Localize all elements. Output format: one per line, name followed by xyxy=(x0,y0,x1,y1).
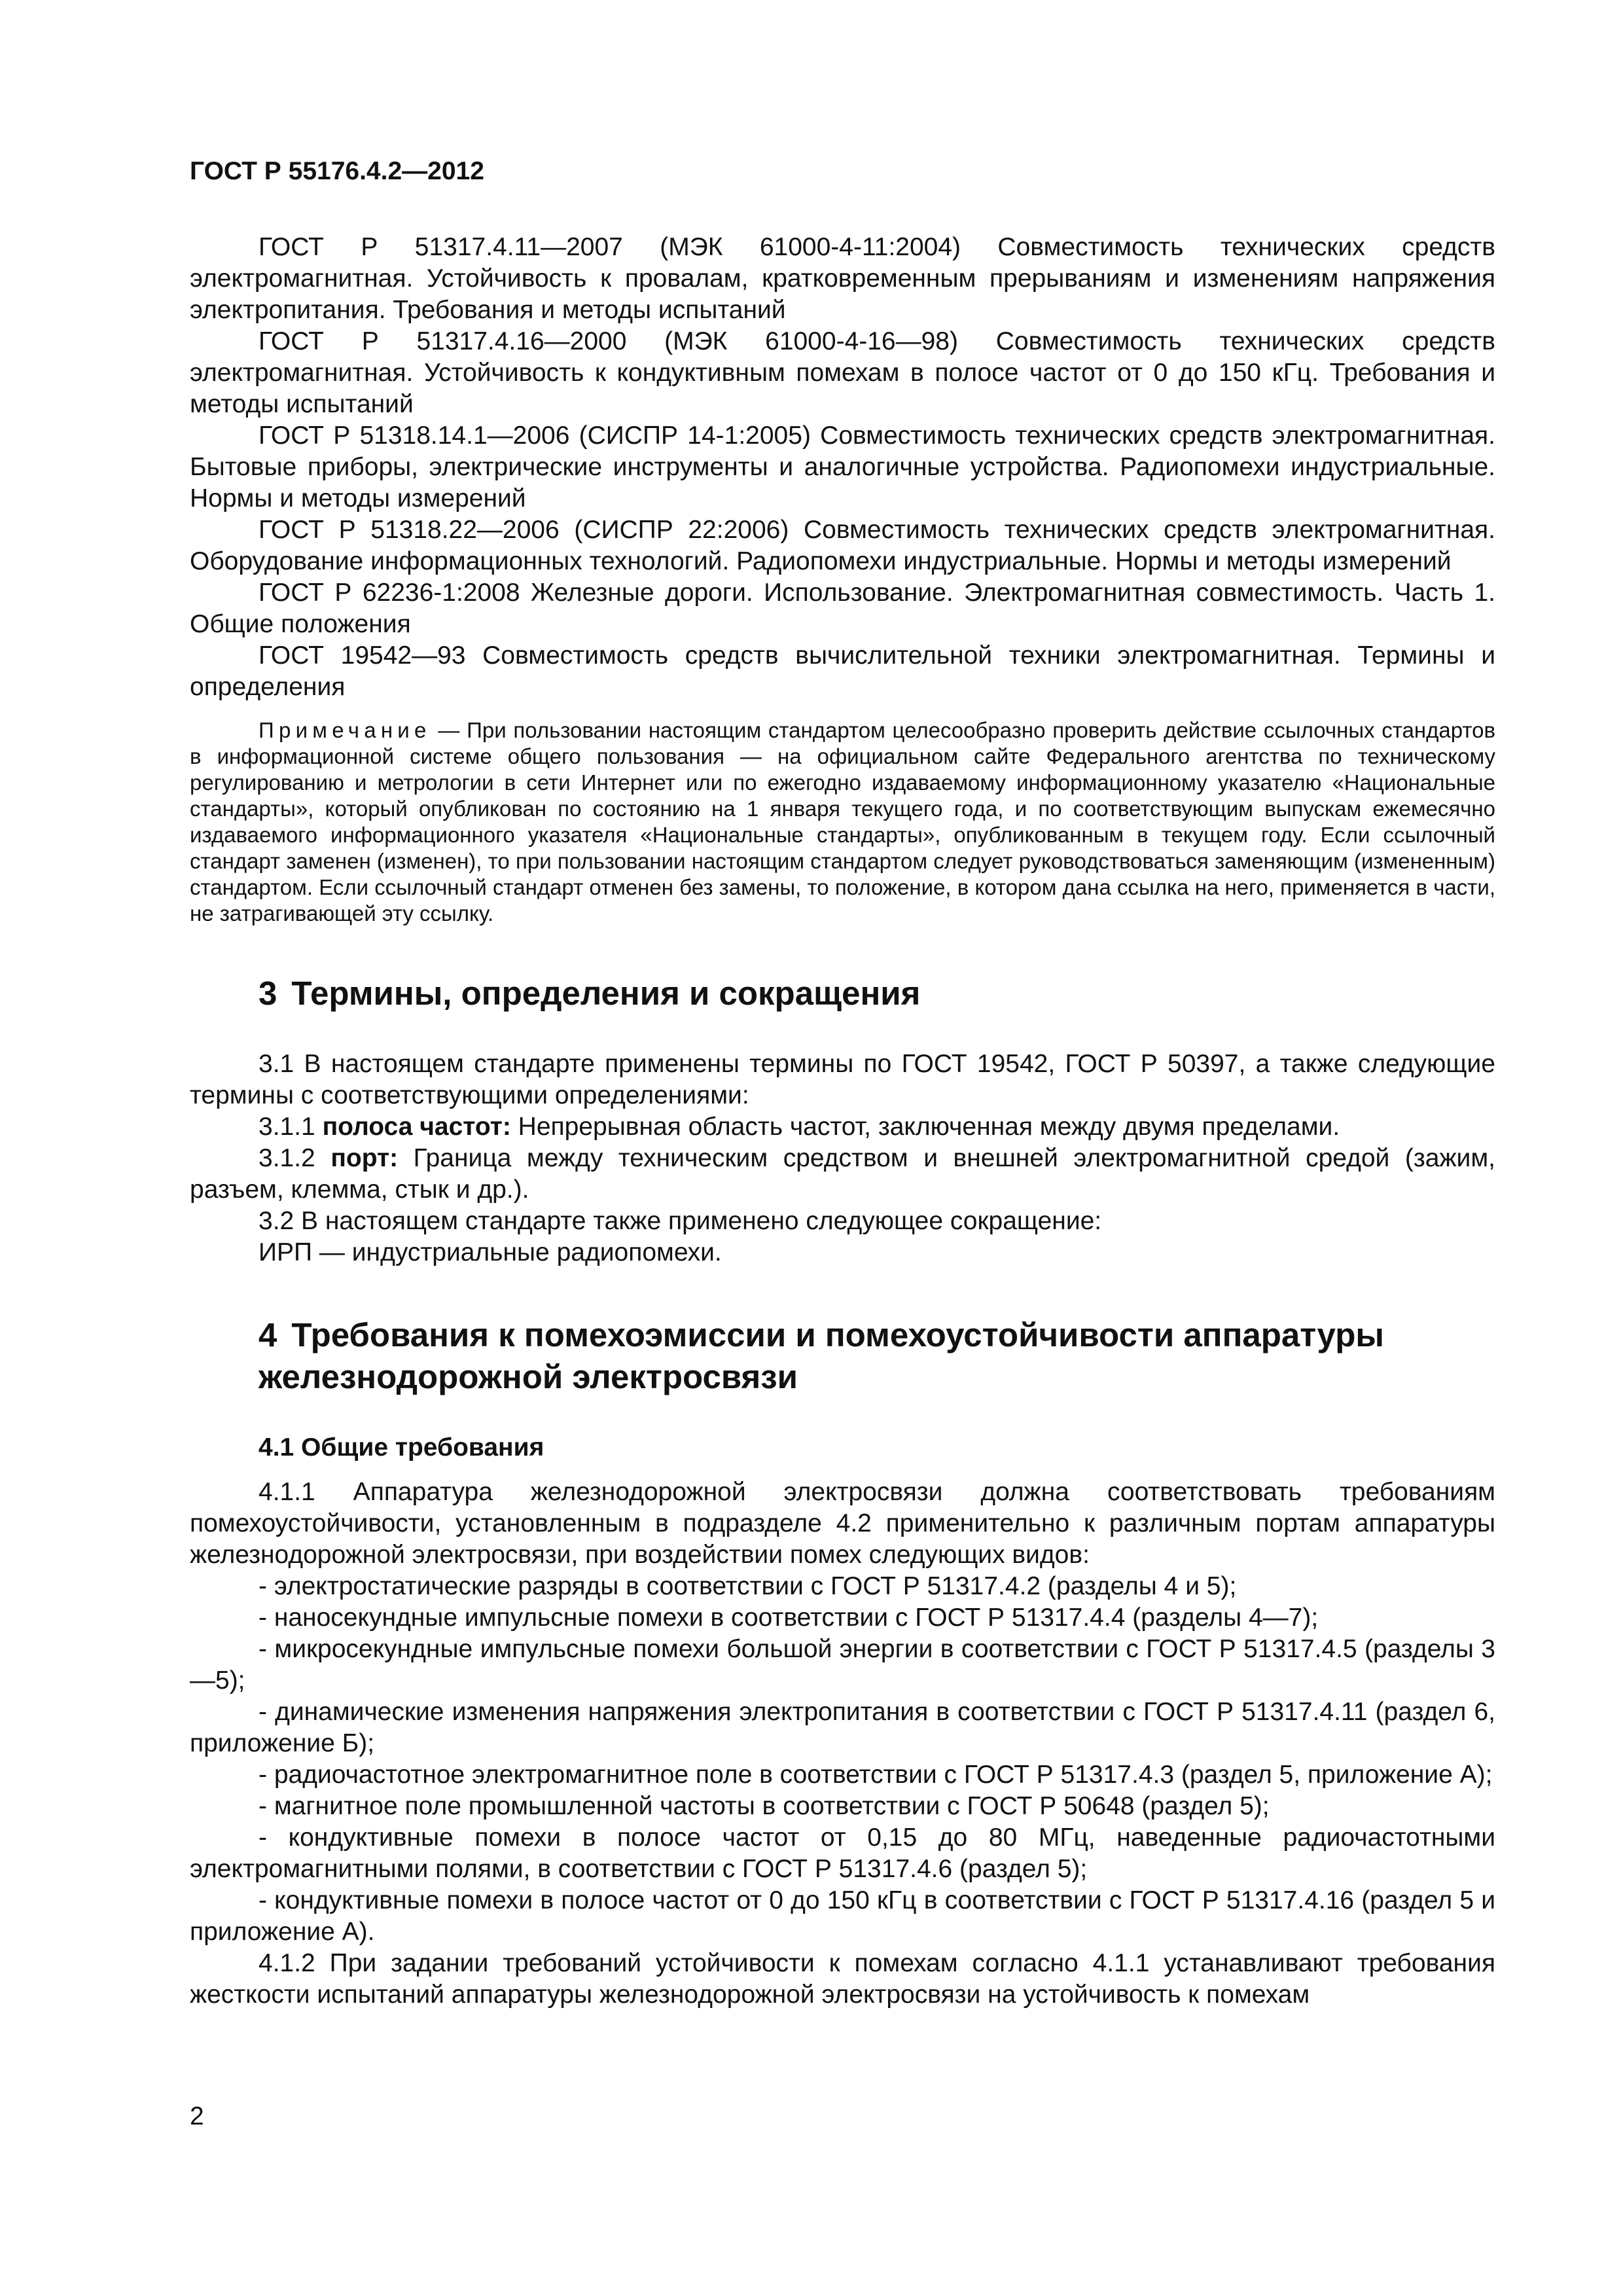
note-label: Примечание xyxy=(259,718,431,742)
note-text: — При пользовании настоящим стандартом целесообразно проверить действие ссылочных стандартов в информационной системе общего пользования — на официальном сайте Федерального агентства по техническому регулированию и метрологии в сети Интернет или по ежегодно издаваемому информационному указателю «Национальные стандарты», который опубликован по состоянию на 1 января текущего года, и по соответствующим выпускам ежемесячно издаваемого информационного указателя «Национальные стандарты», опубликованным в текущем году. Если ссылочный стандарт заменен (изменен), то при пользовании настоящим стандартом следует руководствоваться заменяющим (измененным) стандартом. Если ссылочный стандарт отменен без замены, то положение, в котором дана ссылка на него, применяется в части, не затрагивающей эту ссылку. xyxy=(190,718,1495,925)
term-number: 3.1.1 xyxy=(259,1113,315,1141)
page-number: 2 xyxy=(190,2102,204,2130)
reference-item: ГОСТ 19542—93 Совместимость средств вычислительной техники электромагнитная. Термины и определения xyxy=(190,641,1495,701)
list-item: - радиочастотное электромагнитное поле в соответствии с ГОСТ Р 51317.4.3 (раздел 5, приложение А); xyxy=(259,1761,1493,1789)
subsection-4-1-heading: 4.1 Общие требования xyxy=(259,1433,544,1462)
clause-3-1: 3.1 В настоящем стандарте применены термины по ГОСТ 19542, ГОСТ Р 50397, а также следующие термины с соответствующими определениями: xyxy=(190,1050,1495,1109)
clause-4-1-2: 4.1.2 При задании требований устойчивости к помехам согласно 4.1.1 устанавливают требования жесткости испытаний аппаратуры железнодорожной электросвязи на устойчивость к помехам xyxy=(190,1949,1495,2009)
term-definition-text: Непрерывная область частот, заключенная между двумя пределами. xyxy=(510,1113,1340,1141)
list-item: - электростатические разряды в соответствии с ГОСТ Р 51317.4.2 (разделы 4 и 5); xyxy=(259,1572,1237,1600)
reference-item: ГОСТ Р 62236-1:2008 Железные дороги. Использование. Электромагнитная совместимость. Часть 1. Общие положения xyxy=(190,579,1495,638)
list-item: - динамические изменения напряжения электропитания в соответствии с ГОСТ Р 51317.4.11 (раздел 6, приложение Б); xyxy=(190,1698,1495,1757)
section-4-heading xyxy=(259,1314,1495,1398)
term-definition-text: Граница между техническим средством и внешней электромагнитной средой (зажим, разъем, клемма, стык и др.). xyxy=(190,1144,1495,1204)
section-3-heading xyxy=(259,973,1495,1014)
clause-3-2: 3.2 В настоящем стандарте также применено следующее сокращение: xyxy=(259,1207,1102,1235)
reference-item: ГОСТ Р 51318.22—2006 (СИСПР 22:2006) Совместимость технических средств электромагнитная. Оборудование информационных технологий. Радиопомехи индустриальные. Нормы и методы измерений xyxy=(190,516,1495,575)
clause-4-1-1: 4.1.1 Аппаратура железнодорожной электросвязи должна соответствовать требованиям помехоустойчивости, установленным в подразделе 4.2 применительно к различным портам аппаратуры железнодорожной электросвязи, при воздействии помех следующих видов: xyxy=(190,1478,1495,1569)
note-paragraph xyxy=(190,717,1495,927)
reference-item: ГОСТ Р 51317.4.11—2007 (МЭК 61000-4-11:2004) Совместимость технических средств электромагнитная. Устойчивость к провалам, кратковременным прерываниям и изменениям напряжения электропитания. Требования и методы испытаний xyxy=(190,233,1495,324)
term-name: полоса частот: xyxy=(322,1113,511,1141)
term-name: порт: xyxy=(330,1144,399,1172)
list-item: - кондуктивные помехи в полосе частот от 0 до 150 кГц в соответствии с ГОСТ Р 51317.4.16 (раздел 5 и приложение А). xyxy=(190,1886,1495,1946)
section-title: Термины, определения и сокращения xyxy=(291,975,921,1012)
reference-item: ГОСТ Р 51317.4.16—2000 (МЭК 61000-4-16—98) Совместимость технических средств электромагнитная. Устойчивость к кондуктивным помехам в полосе частот от 0 до 150 кГц. Требования и методы испытаний xyxy=(190,327,1495,418)
list-item: - наносекундные импульсные помехи в соответствии с ГОСТ Р 51317.4.4 (разделы 4—7); xyxy=(259,1604,1319,1632)
list-item: - магнитное поле промышленной частоты в соответствии с ГОСТ Р 50648 (раздел 5); xyxy=(259,1792,1270,1820)
abbreviation-item: ИРП — индустриальные радиопомехи. xyxy=(259,1238,722,1266)
list-item: - микросекундные импульсные помехи большой энергии в соответствии с ГОСТ Р 51317.4.5 (разделы 3—5); xyxy=(190,1635,1495,1695)
section-number: 4 xyxy=(259,1316,277,1354)
section-number: 3 xyxy=(259,975,277,1012)
term-number: 3.1.2 xyxy=(259,1144,315,1172)
document-page xyxy=(190,157,1495,2011)
term-definition xyxy=(190,1111,1495,1143)
section-title: Требования к помехоэмиссии и помехоустойчивости аппаратуры железнодорожной электросвязи xyxy=(259,1316,1384,1395)
document-code-header: ГОСТ Р 55176.4.2—2012 xyxy=(190,157,484,185)
term-definition xyxy=(190,1143,1495,1206)
list-item: - кондуктивные помехи в полосе частот от 0,15 до 80 МГц, наведенные радиочастотными электромагнитными полями, в соответствии с ГОСТ Р 51317.4.6 (раздел 5); xyxy=(190,1823,1495,1883)
reference-item: ГОСТ Р 51318.14.1—2006 (СИСПР 14-1:2005) Совместимость технических средств электромагнитная. Бытовые приборы, электрические инструменты и аналогичные устройства. Радиопомехи индустриальные. Нормы и методы измерений xyxy=(190,422,1495,512)
